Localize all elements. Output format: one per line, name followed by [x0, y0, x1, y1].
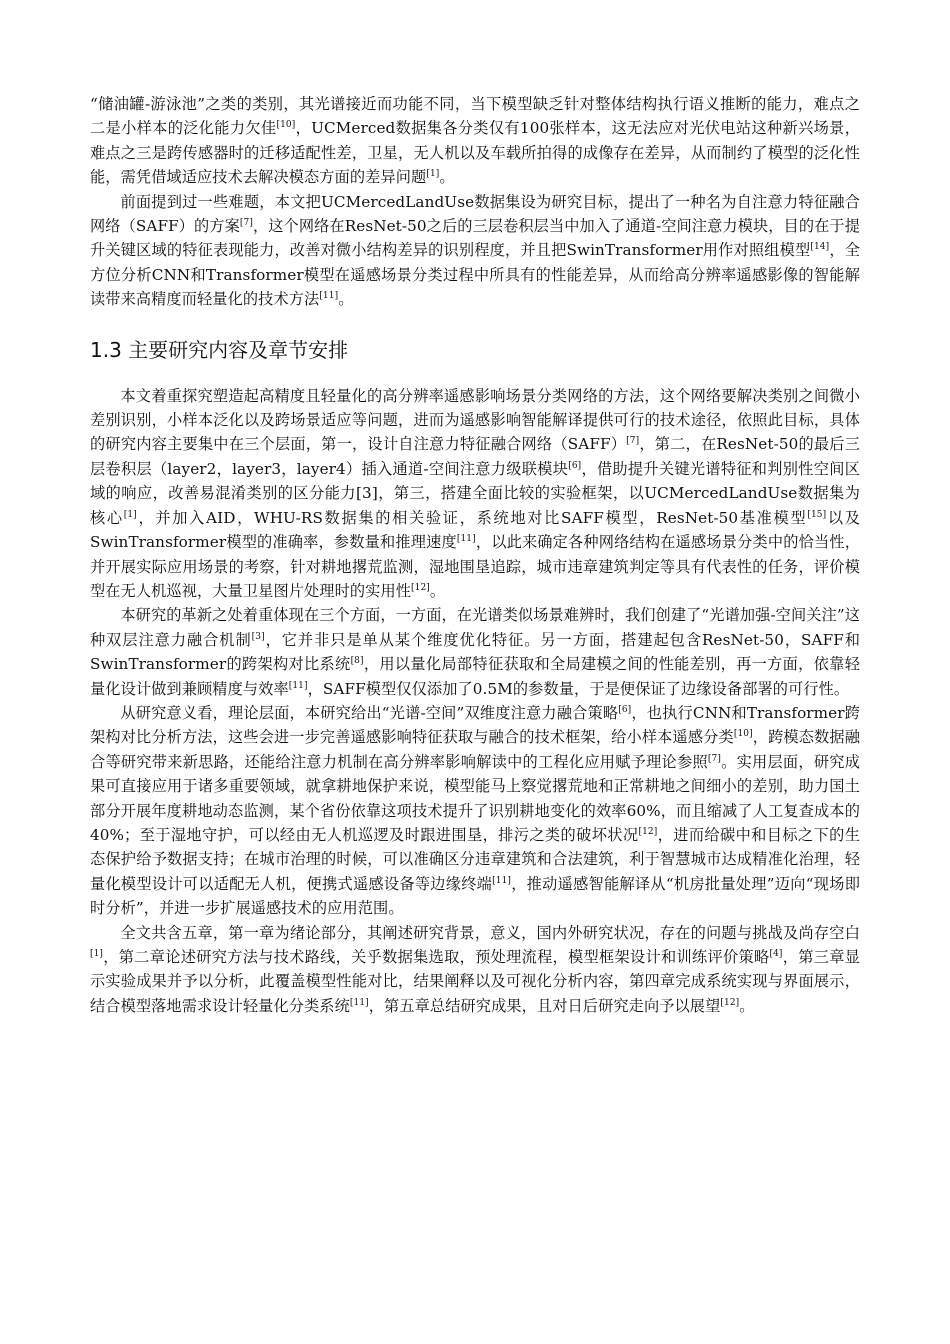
text-run: 。实用层面，研究成果可直接应用于诸多重要领域，就拿耕地保护来说，模型能马上察觉撂荒地和正常耕地之间细小的差别，助力国土部分开展年度耕地动态监测，某个省份依靠这项技术提升了识别耕地变化的效率60%，而且缩减了人工复查成本的40%；至于湿地守护，可以经由无人机巡逻及时跟进围垦，排污之类的破坏状况 [90, 752, 860, 844]
citation-ref: [6] [568, 460, 582, 471]
paragraph [90, 701, 860, 921]
text-run: ，它并非只是单从某个维度优化特征。另一方面，搭建起包含ResNet-50，SAFF和SwinTransformer的跨架构对比系统 [90, 630, 861, 674]
citation-ref: [7] [626, 436, 640, 447]
citation-ref: [6] [618, 704, 632, 715]
text-run: 本文着重探究塑造起高精度且轻量化的高分辨率遥感影响场景分类网络的方法，这个网络要解决类别之间微小差别识别，小样本泛化以及跨场景适应等问题，进而为遥感影响智能解译提供可行的技术途径，依照此目标，具体的研究内容主要集中在三个层面，第一，设计自注意力特征融合网络（SAFF） [90, 386, 860, 454]
text-run: 。 [439, 168, 455, 187]
citation-ref: [3] [251, 631, 265, 642]
document-page [90, 92, 860, 1018]
text-run: ，这个网络在ResNet-50之后的三层卷积层当中加入了通道-空间注意力模块，目的在于提升关键区域的特征表现能力，改善对微小结构差异的识别程度，并且把SwinTransformer用作对照组模型 [90, 217, 860, 260]
text-run: 以及SwinTransformer模型的准确率，参数量和推理速度 [90, 508, 861, 552]
citation-ref: [1] [426, 169, 440, 180]
citation-ref: [1] [90, 949, 104, 959]
text-run: ，并加入AID，WHU-RS数据集的相关验证，系统地对比SAFF模型，ResNet-50基准模型 [136, 508, 808, 527]
text-run: “储油罐-游泳池”之类的类别，其光谱接近而功能不同，当下模型缺乏针对整体结构执行语义推断的能力，难点之二是小样本的泛化能力欠佳 [90, 95, 860, 138]
body-text-after-heading [90, 384, 860, 1019]
citation-ref: [11] [349, 997, 369, 1008]
text-run: ，进而给碳中和目标之下的生态保护给予数据支持；在城市治理的时候，可以准确区分违章建筑和合法建筑，利于智慧城市达成精准化治理，轻量化模型设计可以适配无人机，便携式遥感设备等边缘终端 [90, 825, 860, 893]
text-run: 全文共含五章，第一章为绪论部分，其阐述研究背景，意义，国内外研究状况，存在的问题与挑战及尚存空白 [120, 923, 860, 942]
text-run: ，全方位分析CNN和Transformer模型在遥感场景分类过程中所具有的性能差异，从而给高分辨率遥感影像的智能解读带来高精度而轻量化的技术方法 [90, 241, 860, 309]
text-run: ，第二，在ResNet-50的最后三层卷积层（layer2，layer3，layer4）插入通道-空间注意力级联模块 [90, 435, 860, 478]
text-run: ，第五章总结研究成果，且对日后研究走向予以展望 [368, 996, 721, 1015]
text-run: ，跨模态数据融合等研究带来新思路，还能给注意力机制在高分辨率影响解读中的工程化应用赋予理论参照 [90, 728, 861, 771]
text-run: ，借助提升关键光谱特征和判别性空间区域的响应，改善易混淆类别的区分能力[3]，第三，搭建全面比较的实验框架，以UCMercedLandUse数据集为核心 [90, 459, 860, 527]
text-run: ，用以量化局部特征获取和全局建模之间的性能差别，再一方面，依靠轻量化设计做到兼顾精度与效率 [90, 655, 860, 698]
text-run: 。 [739, 996, 755, 1015]
citation-ref: [12] [411, 582, 430, 593]
text-run: ，第三章显示实验成果并予以分析，此覆盖模型性能对比，结果阐释以及可视化分析内容，第四章完成系统实现与界面展示，结合模型落地需求设计轻量化分类系统 [90, 948, 860, 1015]
text-run: 前面提到过一些难题，本文把UCMercedLandUse数据集设为研究目标，提出了一种名为自注意力特征融合网络（SAFF）的方案 [90, 192, 860, 236]
citation-ref: [1] [123, 509, 137, 520]
text-run: ，SAFF模型仅仅添加了0.5M的参数量，于是便保证了边缘设备部署的可行性。 [307, 679, 850, 698]
text-run: 本研究的革新之处着重体现在三个方面，一方面，在光谱类似场景难辨时，我们创建了“光谱加强-空间关注”这种双层注意力融合机制 [90, 606, 860, 649]
text-run: 。 [338, 290, 354, 309]
citation-ref: [11] [319, 291, 339, 302]
citation-ref: [12] [638, 826, 658, 837]
citation-ref: [14] [810, 242, 830, 253]
body-text-before-heading [90, 92, 860, 312]
text-run: ，UCMerced数据集各分类仅有100张样本，这无法应对光伏电站这种新兴场景，难点之三是跨传感器时的迁移适配性差，卫星，无人机以及车载所拍得的成像存在差异，从而制约了模型的泛化性能，需凭借域适应技术去解决模态方面的差异问题 [90, 119, 860, 187]
citation-ref: [7] [707, 753, 721, 764]
text-run: 从研究意义看，理论层面，本研究给出“光谱-空间”双维度注意力融合策略 [120, 703, 619, 722]
text-run: ，推动遥感智能解译从“机房批量处理”迈向“现场即时分析”，并进一步扩展遥感技术的应用范围。 [90, 874, 860, 918]
paragraph [90, 92, 860, 190]
paragraph [90, 603, 860, 701]
paragraph [90, 190, 860, 312]
paragraph [90, 384, 860, 604]
citation-ref: [7] [239, 218, 253, 229]
citation-ref: [15] [807, 509, 827, 520]
citation-ref: [10] [276, 120, 296, 131]
text-run: ，也执行CNN和Transformer跨架构对比分析方法，这些会进一步完善遥感影响特征获取与融合的技术框架，给小样本遥感分类 [90, 703, 860, 747]
citation-ref: [11] [492, 875, 512, 886]
citation-ref: [12] [720, 997, 740, 1008]
citation-ref: [8] [350, 656, 364, 667]
section-heading: 1.3 主要研究内容及章节安排 [90, 337, 349, 362]
citation-ref: [11] [456, 534, 476, 545]
text-run: ，以此来确定各种网络结构在遥感场景分类中的恰当性，并开展实际应用场景的考察，针对耕地撂荒监测，湿地围垦追踪，城市违章建筑判定等具有代表性的任务，评价模型在无人机巡视，大量卫星图片处理时的实用性 [90, 533, 860, 600]
text-run: 。 [429, 581, 446, 600]
citation-ref: [11] [288, 680, 308, 691]
citation-ref: [10] [733, 729, 753, 740]
paragraph [90, 921, 860, 1019]
citation-ref: [4] [769, 949, 783, 959]
text-run: ，第二章论述研究方法与技术路线，关乎数据集选取，预处理流程，模型框架设计和训练评价策略 [103, 948, 770, 966]
